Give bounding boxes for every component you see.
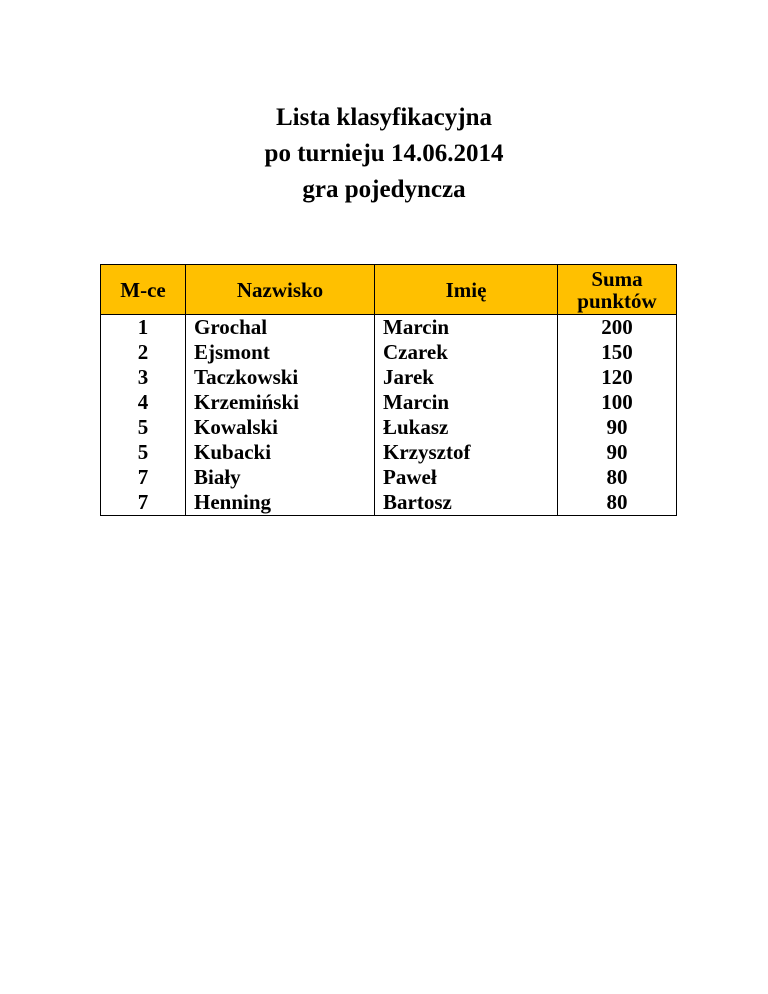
title-line-3: gra pojedyncza [302, 176, 466, 203]
cell-points: 80 [558, 490, 677, 516]
cell-points: 200 [558, 315, 677, 341]
cell-place: 1 [101, 315, 186, 341]
cell-first-name: Marcin [375, 315, 558, 341]
cell-first-name: Czarek [375, 340, 558, 365]
cell-place: 7 [101, 465, 186, 490]
table-row [101, 390, 677, 415]
cell-first-name: Krzysztof [375, 440, 558, 465]
header-place: M-ce [101, 265, 186, 315]
cell-points: 90 [558, 440, 677, 465]
table-row [101, 440, 677, 465]
header-points [558, 265, 677, 315]
header-points-line1: Suma [591, 266, 643, 291]
cell-place: 4 [101, 390, 186, 415]
table-row [101, 340, 677, 365]
cell-place: 5 [101, 415, 186, 440]
cell-place: 7 [101, 490, 186, 516]
cell-surname: Krzemiński [186, 390, 375, 415]
cell-surname: Biały [186, 465, 375, 490]
cell-place: 5 [101, 440, 186, 465]
cell-first-name: Jarek [375, 365, 558, 390]
cell-first-name: Bartosz [375, 490, 558, 516]
table-header-row [101, 265, 677, 315]
cell-points: 100 [558, 390, 677, 415]
cell-first-name: Łukasz [375, 415, 558, 440]
title-line-2: po turnieju 14.06.2014 [264, 140, 504, 167]
table-row [101, 465, 677, 490]
cell-points: 80 [558, 465, 677, 490]
document-title [0, 100, 768, 208]
cell-points: 120 [558, 365, 677, 390]
cell-surname: Ejsmont [186, 340, 375, 365]
header-points-line2: punktów [577, 288, 657, 313]
table-row [101, 365, 677, 390]
cell-surname: Kubacki [186, 440, 375, 465]
cell-first-name: Marcin [375, 390, 558, 415]
classification-table [100, 264, 677, 516]
table-row [101, 490, 677, 516]
table-row [101, 415, 677, 440]
cell-surname: Taczkowski [186, 365, 375, 390]
title-line-1: Lista klasyfikacyjna [275, 104, 492, 131]
cell-surname: Grochal [186, 315, 375, 341]
header-first-name: Imię [375, 265, 558, 315]
table-row [101, 315, 677, 341]
cell-points: 90 [558, 415, 677, 440]
cell-place: 3 [101, 365, 186, 390]
cell-surname: Kowalski [186, 415, 375, 440]
cell-place: 2 [101, 340, 186, 365]
cell-first-name: Paweł [375, 465, 558, 490]
cell-points: 150 [558, 340, 677, 365]
cell-surname: Henning [186, 490, 375, 516]
header-surname: Nazwisko [186, 265, 375, 315]
